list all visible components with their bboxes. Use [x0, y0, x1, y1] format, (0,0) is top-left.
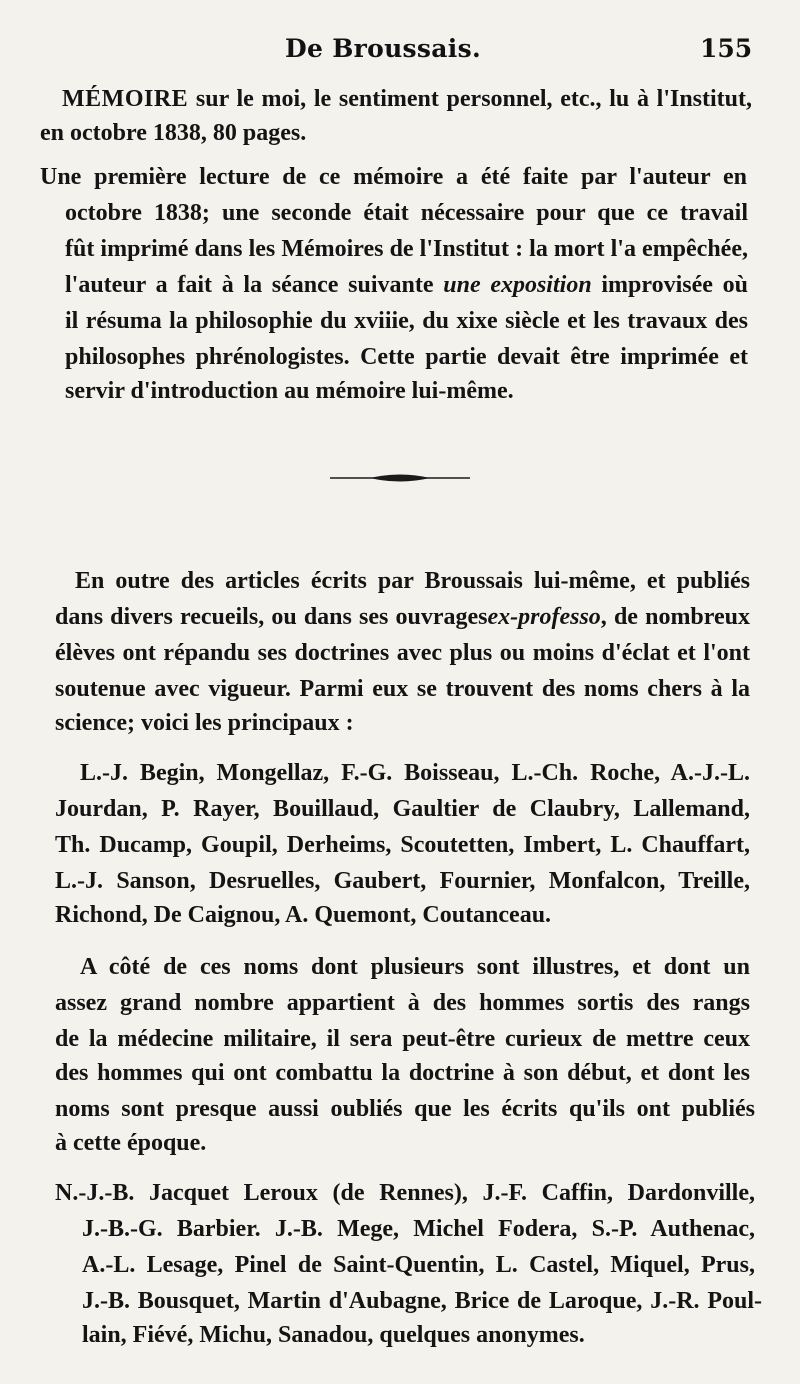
- transition-line-5: noms sont presque aussi oubliés que les écrits qu'ils ont publiés: [55, 1096, 755, 1122]
- intro-line-2-end: , de nombreux: [600, 604, 750, 630]
- note-line-4: [65, 268, 748, 302]
- intro-line-2: [55, 600, 750, 634]
- opponents-line-2: J.-B.-G. Barbier. J.-B. Mege, Michel Fodera, S.-P. Authenac,: [82, 1216, 755, 1242]
- transition-line-3: de la médecine militaire, il sera peut-être curieux de mettre ceux: [55, 1026, 750, 1052]
- memoire-label: MÉMOIRE: [62, 86, 189, 112]
- disciples-line-3: Th. Ducamp, Goupil, Derheims, Scoutetten, Imbert, L. Chauffart,: [55, 832, 750, 858]
- intro-line-5: science; voici les principaux :: [55, 710, 354, 736]
- note-line-1: Une première lecture de ce mémoire a été faite par l'auteur en: [40, 164, 747, 190]
- transition-line-1: A côté de ces noms dont plusieurs sont illustres, et dont un: [80, 954, 750, 980]
- transition-line-2: assez grand nombre appartient à des hommes sortis des rangs: [55, 990, 750, 1016]
- note-line-7: servir d'introduction au mémoire lui-même.: [65, 378, 514, 404]
- intro-line-2-start: dans divers recueils, ou dans ses ouvrages: [55, 604, 488, 630]
- note-line-3: fût imprimé dans les Mémoires de l'Institut : la mort l'a empêchée,: [65, 236, 748, 262]
- disciples-line-1: L.-J. Begin, Mongellaz, F.-G. Boisseau, L.-Ch. Roche, A.-J.-L.: [80, 760, 750, 786]
- page-header: [0, 28, 800, 68]
- opponents-line-1: N.-J.-B. Jacquet Leroux (de Rennes), J.-F. Caffin, Dardonville,: [55, 1180, 755, 1206]
- memoire-line-1: [62, 82, 752, 116]
- opponents-line-4: J.-B. Bousquet, Martin d'Aubagne, Brice de Laroque, J.-R. Poul-: [82, 1288, 762, 1314]
- intro-line-4: soutenue avec vigueur. Parmi eux se trouvent des noms chers à la: [55, 676, 750, 702]
- note-line-6: philosophes phrénologistes. Cette partie devait être imprimée et: [65, 344, 748, 370]
- note-line-5: il résuma la philosophie du xviiie, du xixe siècle et les travaux des: [65, 308, 748, 334]
- running-title: De Broussais.: [285, 34, 481, 63]
- disciples-line-5: Richond, De Caignou, A. Quemont, Coutanceau.: [55, 902, 552, 928]
- disciples-line-4: L.-J. Sanson, Desruelles, Gaubert, Fournier, Monfalcon, Treille,: [55, 868, 750, 894]
- intro-line-3: élèves ont répandu ses doctrines avec plus ou moins d'éclat et l'ont: [55, 640, 750, 666]
- opponents-line-3: A.-L. Lesage, Pinel de Saint-Quentin, L. Castel, Miquel, Prus,: [82, 1252, 755, 1278]
- intro-italic-phrase: ex-professo: [487, 604, 601, 630]
- opponents-line-5: lain, Fiévé, Michu, Sanadou, quelques anonymes.: [82, 1322, 585, 1348]
- intro-line-1: En outre des articles écrits par Broussais lui-même, et publiés: [75, 568, 750, 594]
- memoire-description: sur le moi, le sentiment personnel, etc., lu à l'Institut,: [195, 86, 752, 112]
- disciples-line-2: Jourdan, P. Rayer, Bouillaud, Gaultier de Claubry, Lallemand,: [55, 796, 750, 822]
- transition-line-6: à cette époque.: [55, 1130, 207, 1156]
- note-line-4-end: improvisée où: [601, 272, 748, 298]
- note-line-2: octobre 1838; une seconde était nécessaire pour que ce travail: [65, 200, 748, 226]
- ornamental-divider: [325, 468, 475, 488]
- note-line-4-start: l'auteur a fait à la séance suivante: [65, 272, 434, 298]
- memoire-line-2: en octobre 1838, 80 pages.: [40, 120, 307, 146]
- note-italic-phrase: une exposition: [443, 272, 592, 298]
- page-number: 155: [700, 34, 753, 63]
- transition-line-4: des hommes qui ont combattu la doctrine à son début, et dont les: [55, 1060, 750, 1086]
